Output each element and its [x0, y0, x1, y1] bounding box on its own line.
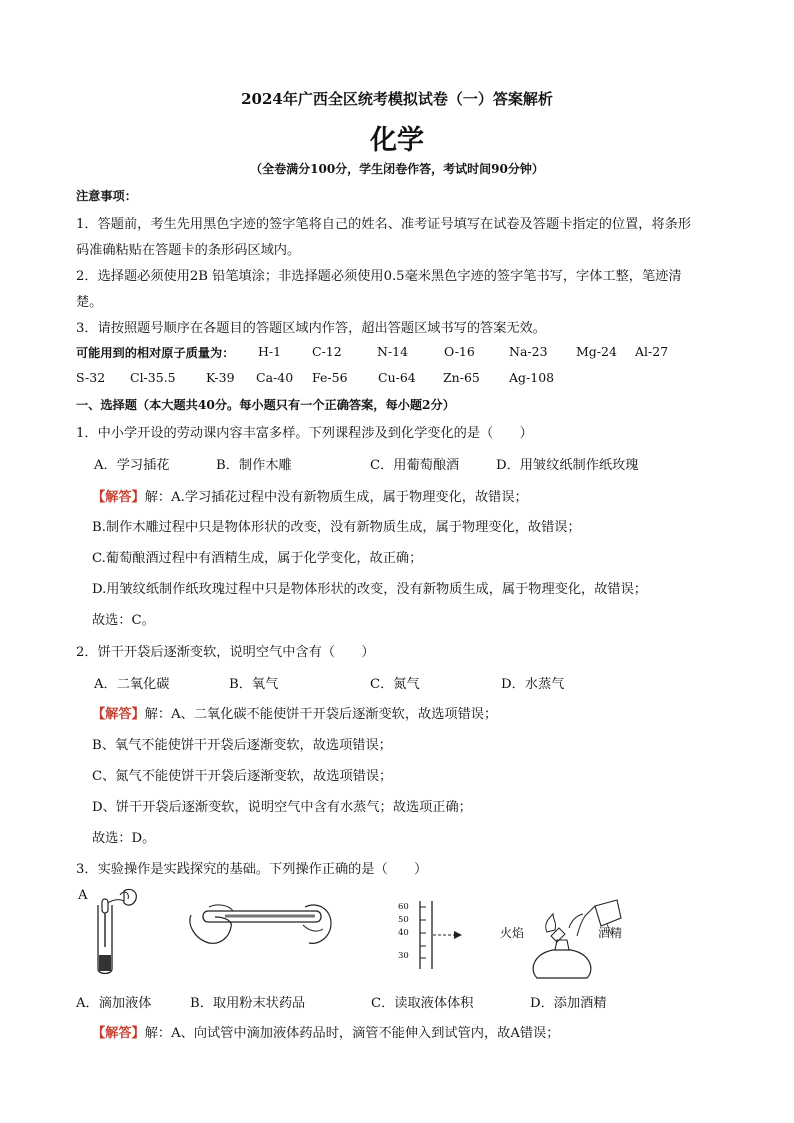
notice-item-1-line-2: 码准确粘贴在答题卡的条形码区域内。 [76, 243, 301, 258]
question-3-option-d: D．添加酒精 [530, 996, 607, 1011]
atomic-mass: C-12 [312, 344, 342, 359]
atomic-mass: Al-27 [635, 344, 669, 359]
atomic-mass: S-32 [76, 370, 106, 385]
atomic-mass: H-1 [258, 344, 282, 359]
flame-label: 火焰 [500, 926, 525, 940]
question-3-option-c: C．读取液体体积 [371, 996, 474, 1011]
atomic-mass: N-14 [377, 344, 409, 359]
atomic-mass: Zn-65 [443, 370, 480, 385]
atomic-mass-label: 可能用到的相对原子质量为： [76, 346, 235, 360]
question-1-option-b: B．制作木雕 [216, 458, 292, 473]
notice-heading: 注意事项： [76, 189, 137, 203]
scale-tick-label: 40 [398, 928, 409, 938]
question-2-option-c: C．氮气 [370, 677, 420, 692]
atomic-mass: Mg-24 [576, 344, 617, 359]
notice-item-3: 3．请按照题号顺序在各题目的答题区域内作答，超出答题区域书写的答案无效。 [76, 321, 546, 336]
question-3-answer-line: 【解答】解：A、向试管中滴加液体药品时，滴管不能伸入到试管内，故A错误； [92, 1026, 560, 1041]
answer-tag: 【解答】 [92, 707, 145, 722]
atomic-mass: K-39 [206, 370, 235, 385]
document-title: 2024年广西全区统考模拟试卷（一）答案解析 [241, 90, 553, 108]
dropper-test-tube-illustration [90, 885, 150, 980]
powder-sampling-illustration [185, 893, 335, 953]
question-2-answer-line: 【解答】解：A、二氧化碳不能使饼干开袋后逐渐变软，故选项错误； [92, 707, 498, 722]
atomic-mass: Ca-40 [256, 370, 294, 385]
section-heading: 一、选择题（本大题共40分。每小题只有一个正确答案，每小题2分） [76, 398, 455, 412]
scale-tick-label: 30 [398, 951, 409, 961]
question-1-stem: 1．中小学开设的劳动课内容丰富多样。下列课程涉及到化学变化的是（ ） [76, 426, 533, 441]
question-1-answer-line: 故选：C。 [92, 613, 155, 628]
question-2-option-b: B．氧气 [229, 677, 279, 692]
answer-tag: 【解答】 [92, 1026, 145, 1041]
exam-info: （全卷满分100分，学生闭卷作答，考试时间90分钟） [250, 162, 544, 176]
question-2-answer-line: 故选：D。 [92, 831, 156, 846]
atomic-mass: Na-23 [509, 344, 548, 359]
question-1-option-a: A．学习插花 [94, 458, 170, 473]
answer-tag: 【解答】 [92, 490, 145, 505]
question-2-option-d: D．水蒸气 [501, 677, 565, 692]
atomic-mass: Ag-108 [509, 370, 555, 385]
notice-item-2-line-2: 楚。 [76, 295, 103, 310]
scale-tick-label: 60 [398, 902, 409, 912]
question-1-option-d: D．用皱纹纸制作纸玫瑰 [496, 458, 639, 473]
question-3-option-b: B．取用粉末状药品 [190, 996, 306, 1011]
notice-item-2-line-1: 2．选择题必须使用2B 铅笔填涂；非选择题必须使用0.5毫米黑色字迹的签字笔书写，字体工整，笔迹清 [76, 269, 682, 284]
alcohol-label: 酒精 [598, 926, 623, 940]
question-2-answer-line: C、氮气不能使饼干开袋后逐渐变软，故选项错误； [92, 769, 393, 784]
question-1-answer-line: C.葡萄酿酒过程中有酒精生成，属于化学变化，故正确； [92, 551, 423, 566]
atomic-mass: Cu-64 [378, 370, 416, 385]
question-1-answer-line: 【解答】解：A.学习插花过程中没有新物质生成，属于物理变化，故错误； [92, 490, 528, 505]
figure-letter: A [78, 888, 88, 903]
atomic-mass: O-16 [444, 344, 475, 359]
question-2-option-a: A．二氧化碳 [94, 677, 170, 692]
scale-tick-label: 50 [398, 915, 409, 925]
question-2-answer-line: B、氧气不能使饼干开袋后逐渐变软，故选项错误； [92, 738, 392, 753]
question-3-option-a: A．滴加液体 [76, 996, 152, 1011]
notice-item-1-line-1: 1．答题前，考生先用黑色字迹的签字笔将自己的姓名、准考证号填写在试卷及答题卡指定的位置，将条形 [76, 217, 692, 232]
question-1-answer-line: B.制作木雕过程中只是物体形状的改变，没有新物质生成，属于物理变化，故错误； [92, 520, 581, 535]
question-1-answer-line: D.用皱纹纸制作纸玫瑰过程中只是物体形状的改变，没有新物质生成，属于物理变化，故错误； [92, 582, 647, 597]
question-3-stem: 3．实验操作是实践探究的基础。下列操作正确的是（ ） [76, 862, 428, 877]
subject-title: 化学 [370, 125, 424, 156]
question-2-answer-line: D、饼干开袋后逐渐变软，说明空气中含有水蒸气；故选项正确； [92, 800, 472, 815]
atomic-mass: Fe-56 [312, 370, 348, 385]
question-1-option-c: C．用葡萄酿酒 [370, 458, 460, 473]
question-2-stem: 2．饼干开袋后逐渐变软，说明空气中含有（ ） [76, 645, 375, 660]
atomic-mass: Cl-35.5 [130, 370, 176, 385]
